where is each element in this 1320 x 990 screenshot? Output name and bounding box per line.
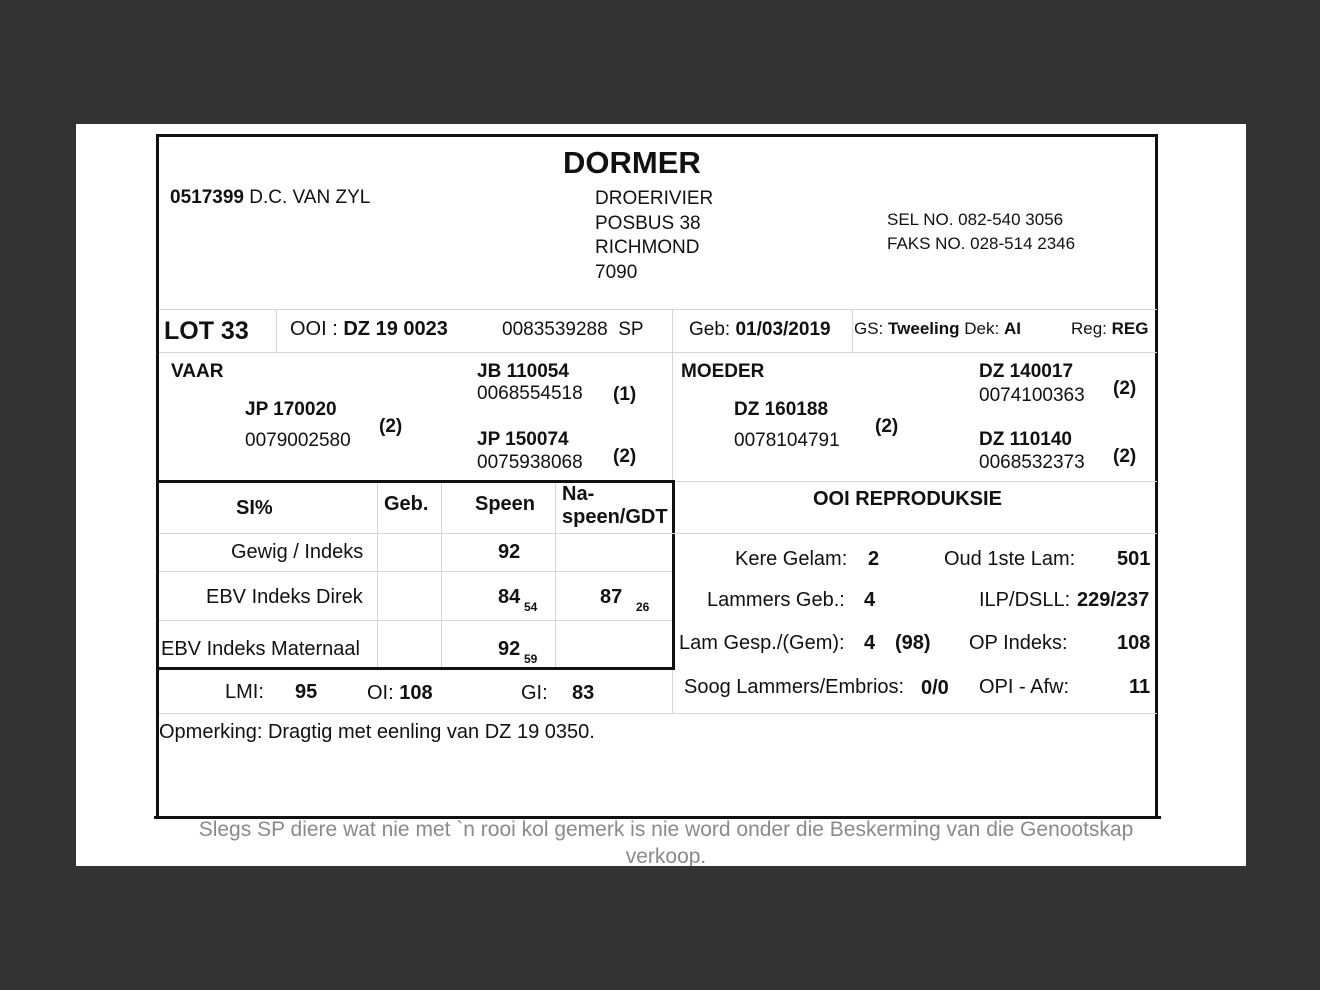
speen-value: 92 — [498, 541, 521, 563]
address-block — [595, 187, 713, 285]
dam-sire-id: DZ 140017 — [979, 361, 1074, 382]
gi-value: 83 — [572, 682, 595, 704]
address-line: 7090 — [595, 261, 638, 283]
sire-dam-id: JP 150074 — [477, 429, 569, 450]
lmi-label: LMI: — [225, 681, 264, 703]
registration-status — [1071, 319, 1149, 339]
opi-deviation-label: OPI - Afw: — [979, 676, 1070, 698]
birth-date-label: Geb: — [689, 319, 731, 340]
lmi-value: 95 — [295, 681, 318, 703]
ewe-id-value: DZ 19 0023 — [343, 318, 448, 340]
ewe-label: OOI : — [290, 318, 338, 340]
grade: SP — [618, 319, 644, 340]
breeder — [170, 187, 370, 209]
dam-sire-grade: (2) — [1113, 378, 1137, 399]
lot-number: LOT 33 — [164, 317, 249, 345]
gi-label: GI: — [521, 682, 548, 704]
dam-dam-number: 0068532373 — [979, 452, 1085, 473]
dam-number: 0078104791 — [734, 430, 840, 451]
sire-number: 0079002580 — [245, 430, 351, 451]
naspeen-header: Na- speen/GDT — [562, 483, 668, 528]
lot-card — [156, 134, 1158, 818]
fax-number: FAKS NO. 028-514 2346 — [887, 234, 1076, 253]
address-line: POSBUS 38 — [595, 212, 701, 234]
sire-sire-grade: (1) — [613, 384, 637, 405]
catalog-sheet — [76, 124, 1246, 866]
row-label: EBV Indeks Direk — [206, 586, 363, 608]
naspeen-accuracy: 26 — [636, 600, 650, 614]
dam-grade: (2) — [875, 416, 899, 437]
birth-date-value: 01/03/2019 — [735, 319, 831, 340]
ilp-label: ILP/DSLL: — [979, 589, 1071, 611]
birth-status — [854, 319, 1021, 339]
sire-id: JP 170020 — [245, 399, 337, 420]
si-header: SI% — [236, 497, 273, 519]
dam-id: DZ 160188 — [734, 399, 829, 420]
dam-dam-id: DZ 110140 — [979, 429, 1072, 450]
address-line: DROERIVIER — [595, 188, 714, 209]
birth-date — [689, 319, 831, 341]
reg-label: Reg: — [1071, 319, 1107, 338]
dek-value: AI — [1003, 319, 1021, 338]
kere-gelam-value: 2 — [868, 548, 880, 570]
oi-label: OI: — [367, 682, 394, 704]
lambs-weaned-average: (98) — [895, 632, 931, 654]
sire-heading: VAAR — [171, 361, 224, 382]
op-index-value: 108 — [1117, 632, 1151, 654]
breed-title: DORMER — [563, 145, 701, 180]
reg-value: REG — [1111, 319, 1149, 338]
lambs-born-label: Lammers Geb.: — [707, 589, 845, 611]
first-lamb-age-value: 501 — [1117, 548, 1151, 570]
speen-value: 84 — [498, 586, 521, 608]
dam-heading: MOEDER — [681, 361, 765, 382]
reproduction-title: OOI REPRODUKSIE — [813, 488, 1002, 510]
lambs-born-value: 4 — [864, 589, 876, 611]
geb-header: Geb. — [384, 493, 429, 515]
remark-label: Opmerking: — [159, 721, 263, 743]
breeder-number: 0517399 — [170, 187, 244, 208]
dek-label: Dek: — [964, 319, 1000, 338]
oi-value: 108 — [399, 682, 433, 704]
ewe-id — [290, 318, 448, 341]
sire-sire-number: 0068554518 — [477, 383, 583, 404]
remark — [159, 721, 595, 744]
dam-sire-number: 0074100363 — [979, 385, 1085, 406]
op-index-label: OP Indeks: — [969, 632, 1068, 654]
first-lamb-age-label: Oud 1ste Lam: — [944, 548, 1076, 570]
speen-value: 92 — [498, 638, 521, 660]
speen-header: Speen — [475, 493, 536, 515]
gs-value: Tweeling — [888, 319, 960, 338]
sire-sire-id: JB 110054 — [477, 361, 569, 382]
breeder-name: D.C. VAN ZYL — [249, 187, 371, 208]
sire-dam-grade: (2) — [613, 446, 637, 467]
address-line: RICHMOND — [595, 237, 700, 258]
contact-block — [887, 208, 1075, 256]
naspeen-value: 87 — [600, 586, 623, 608]
registration — [502, 319, 644, 341]
kere-gelam-label: Kere Gelam: — [735, 548, 848, 570]
lambs-weaned-value: 4 — [864, 632, 876, 654]
speen-accuracy: 59 — [524, 652, 538, 666]
lambs-weaned-label: Lam Gesp./(Gem): — [679, 632, 845, 654]
registration-number: 0083539288 — [502, 319, 608, 340]
sire-dam-number: 0075938068 — [477, 452, 583, 473]
opi-deviation-value: 11 — [1129, 676, 1151, 698]
row-label: EBV Indeks Maternaal — [161, 638, 360, 660]
suckled-lambs-value: 0/0 — [921, 677, 949, 699]
remark-text: Dragtig met eenling van DZ 19 0350. — [267, 721, 595, 743]
gs-label: GS: — [854, 319, 884, 338]
suckled-lambs-label: Soog Lammers/Embrios: — [684, 676, 905, 698]
dam-dam-grade: (2) — [1113, 446, 1137, 467]
row-label: Gewig / Indeks — [231, 541, 364, 563]
sire-grade: (2) — [379, 416, 403, 437]
phone-number: SEL NO. 082-540 3056 — [887, 210, 1064, 229]
footer-note: Slegs SP diere wat nie met `n rooi kol gemerk is nie word onder die Beskerming van die Genootskap verkoop. — [198, 818, 1134, 866]
ilp-value: 229/237 — [1077, 589, 1150, 611]
oi — [367, 682, 433, 705]
speen-accuracy: 54 — [524, 600, 538, 614]
